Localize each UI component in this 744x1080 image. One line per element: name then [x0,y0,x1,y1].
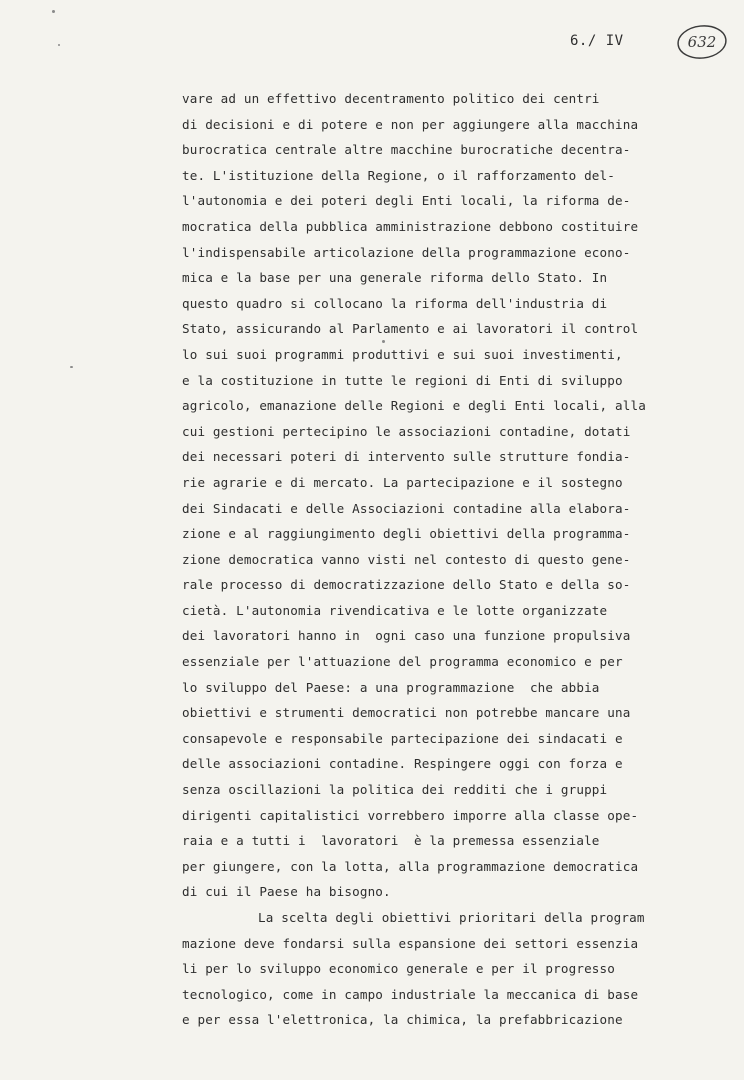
text-line: obiettivi e strumenti democratici non potrebbe mancare una [182,705,631,721]
text-line: raia e a tutti i lavoratori è la premessa essenziale [182,833,600,849]
text-line-indented: La scelta degli obiettivi prioritari della program [258,910,645,925]
text-line: delle associazioni contadine. Respingere oggi con forza e [182,756,623,772]
text-line: mocratica della pubblica amministrazione debbono costituire [182,218,639,234]
text-line: rale processo di democratizzazione dello Stato e della so- [182,577,631,593]
text-line: l'indispensabile articolazione della programmazione econo- [182,244,631,260]
text-line: senza oscillazioni la politica dei redditi che i gruppi [182,782,608,798]
text-line: questo quadro si collocano la riforma dell'industria di [182,295,608,311]
text-line: dei Sindacati e delle Associazioni contadine alla elabora- [182,500,631,516]
text-line: agricolo, emanazione delle Regioni e degli Enti locali, alla [182,398,646,414]
text-line: rie agrarie e di mercato. La partecipazione e il sostegno [182,474,623,490]
text-line: Stato, assicurando al Parlamento e ai lavoratori il control [182,321,639,337]
text-line: burocratica centrale altre macchine burocratiche decentra- [182,142,631,158]
archive-stamp [676,24,728,60]
text-line: vare ad un effettivo decentramento politico dei centri [182,91,600,106]
page-number: 6./ IV [570,33,624,49]
text-line: zione e al raggiungimento degli obiettivi della programma- [182,526,631,542]
text-line: zione democratica vanno visti nel contesto di questo gene- [182,551,631,567]
text-line: dei necessari poteri di intervento sulle strutture fondia- [182,449,631,465]
text-line: dei lavoratori hanno in ogni caso una funzione propulsiva [182,628,631,644]
text-line: per giungere, con la lotta, alla programmazione democratica [182,858,639,874]
text-line: e per essa l'elettronica, la chimica, la prefabbricazione [182,1012,623,1028]
text-line: lo sviluppo del Paese: a una programmazione che abbia [182,679,600,695]
text-line: cietà. L'autonomia rivendicativa e le lotte organizzate [182,602,608,618]
text-line: tecnologico, come in campo industriale la meccanica di base [182,986,639,1002]
text-line: consapevole e responsabile partecipazione dei sindacati e [182,730,623,746]
text-line: cui gestioni pertecipino le associazioni contadine, dotati [182,423,631,439]
scan-speck [70,366,73,368]
text-line: di decisioni e di potere e non per aggiungere alla macchina [182,116,639,132]
text-line: mazione deve fondarsi sulla espansione dei settori essenzia [182,935,639,951]
text-line: te. L'istituzione della Regione, o il rafforzamento del- [182,167,615,183]
stamp-number: 632 [687,33,717,51]
text-line: e la costituzione in tutte le regioni di Enti di sviluppo [182,372,623,388]
scan-speck [58,44,60,46]
text-line: lo sui suoi programmi produttivi e sui suoi investimenti, [182,346,623,362]
text-line: dirigenti capitalistici vorrebbero imporre alla classe ope- [182,807,639,823]
body-text [182,86,722,1033]
text-line: di cui il Paese ha bisogno. [182,884,391,900]
text-line: mica e la base per una generale riforma dello Stato. In [182,270,608,286]
scan-speck [52,10,55,13]
text-line: essenziale per l'attuazione del programma economico e per [182,654,623,670]
text-line: l'autonomia e dei poteri degli Enti locali, la riforma de- [182,193,631,209]
text-line: li per lo sviluppo economico generale e per il progresso [182,961,615,977]
